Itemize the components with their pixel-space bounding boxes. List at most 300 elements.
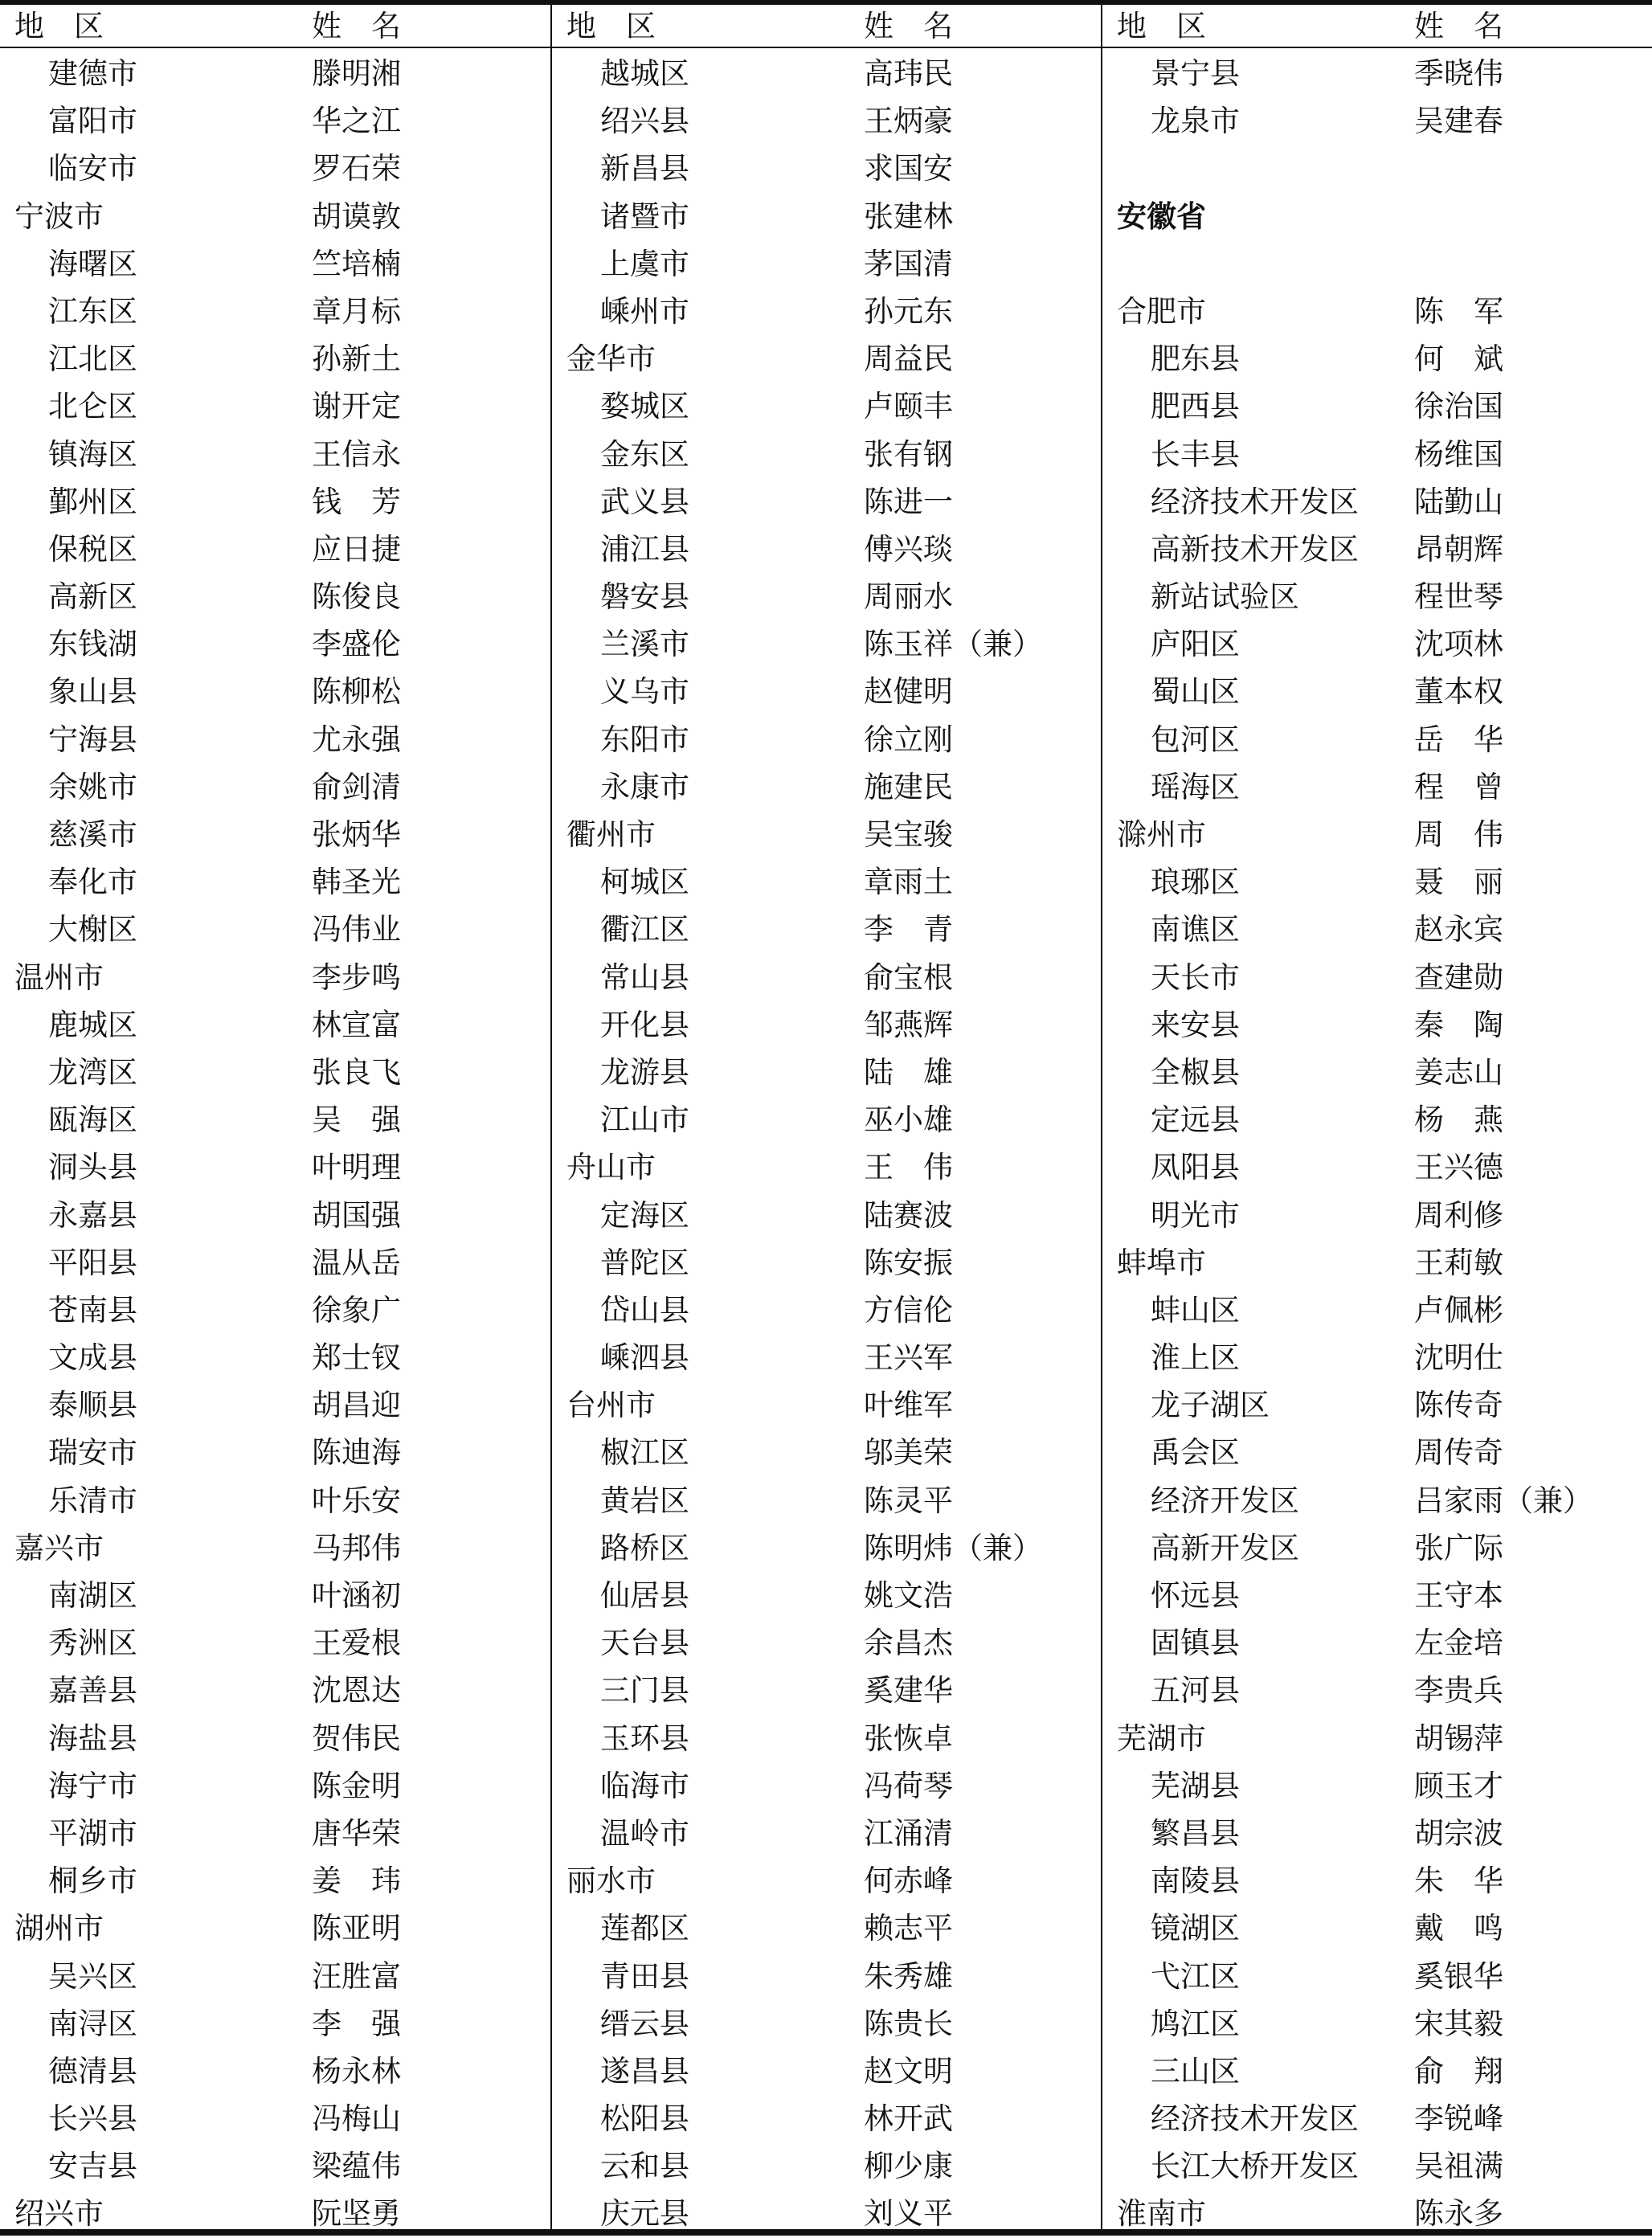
table-row: [1102, 1334, 1652, 1381]
name-cell: 俞剑清: [312, 769, 401, 804]
name-cell: 宋其毅: [1414, 2006, 1503, 2041]
name-cell: 李盛伦: [312, 627, 401, 662]
table-row: [552, 1001, 1102, 1049]
region-cell: 诸暨市: [600, 198, 689, 234]
region-cell: 新昌县: [600, 151, 689, 186]
table-row: [552, 526, 1102, 573]
name-cell: 程世琴: [1414, 579, 1503, 615]
table-row: [0, 383, 550, 430]
name-cell: 孙新土: [312, 342, 401, 377]
region-cell: 海盐县: [48, 1720, 137, 1756]
region-cell: 蜀山区: [1151, 674, 1240, 710]
table-row: [0, 858, 550, 906]
table-row: [1102, 1715, 1652, 1762]
region-cell: 保税区: [48, 531, 137, 567]
table-row: [552, 1715, 1102, 1762]
table-row: [0, 193, 550, 240]
table-row: [0, 906, 550, 953]
region-cell: 泰顺县: [48, 1388, 137, 1423]
name-cell: 戴 鸣: [1414, 1911, 1503, 1946]
region-cell: 开化县: [600, 1007, 689, 1042]
table-row: [1102, 573, 1652, 620]
name-cell: 张建林: [864, 198, 953, 234]
region-cell: 德清县: [48, 2053, 137, 2089]
name-cell: 周利修: [1414, 1197, 1503, 1233]
name-cell: 吕家雨（兼）: [1414, 1483, 1593, 1518]
region-cell: 嵊州市: [600, 293, 689, 329]
region-cell: 丽水市: [566, 1864, 656, 1899]
region-cell: 奉化市: [48, 865, 137, 900]
region-cell: 衢江区: [600, 912, 689, 947]
table-top-rule: [0, 0, 1652, 5]
region-cell: 温州市: [14, 959, 104, 995]
name-cell: 左金培: [1414, 1626, 1503, 1661]
region-cell: 柯城区: [600, 865, 689, 900]
region-cell: 包河区: [1151, 722, 1240, 757]
region-cell: 松阳县: [600, 2101, 689, 2137]
table-row: [1102, 335, 1652, 383]
name-cell: 赵文明: [864, 2053, 953, 2089]
table-row: [552, 383, 1102, 430]
table-row: [1102, 620, 1652, 668]
region-cell: 椒江区: [600, 1435, 689, 1471]
name-cell: 王信永: [312, 436, 401, 472]
name-cell: 陈玉祥（兼）: [864, 627, 1042, 662]
name-cell: 李锐峰: [1414, 2101, 1503, 2137]
table-row: [1102, 1477, 1652, 1524]
region-cell: 长江大桥开发区: [1151, 2149, 1359, 2184]
table-row: [1102, 1144, 1652, 1191]
table-row: [1102, 906, 1652, 953]
region-cell: 明光市: [1151, 1197, 1240, 1233]
name-cell: 胡宗波: [1414, 1815, 1503, 1851]
region-cell: 经济开发区: [1151, 1483, 1299, 1518]
table-row: [1102, 1762, 1652, 1810]
table-row: [552, 1381, 1102, 1429]
region-cell: 江北区: [48, 342, 137, 377]
region-cell: 禹会区: [1151, 1435, 1240, 1471]
table-row: [1102, 1619, 1652, 1667]
name-cell: 秦 陶: [1414, 1007, 1503, 1042]
name-cell: 求国安: [864, 151, 953, 186]
region-cell: 庐阳区: [1151, 627, 1240, 662]
table-row: [552, 145, 1102, 192]
region-cell: 南陵县: [1151, 1864, 1240, 1899]
region-cell: 文成县: [48, 1340, 137, 1376]
region-cell: 慈溪市: [48, 817, 137, 852]
header-region-label: 地 区: [1117, 9, 1206, 43]
name-cell: 赵健明: [864, 674, 953, 710]
table-row: [552, 1096, 1102, 1144]
region-cell: 仙居县: [600, 1578, 689, 1613]
table-row: [0, 763, 550, 811]
table-row: [552, 288, 1102, 335]
region-cell: 定海区: [600, 1197, 689, 1233]
name-cell: 柳少康: [864, 2149, 953, 2184]
name-cell: 聂 丽: [1414, 865, 1503, 900]
region-cell: 嘉兴市: [14, 1530, 104, 1565]
table-row: [0, 1049, 550, 1096]
name-cell: 钱 芳: [312, 484, 401, 519]
table-row: [0, 1715, 550, 1762]
table-row: [1102, 1287, 1652, 1334]
table-row: [1102, 1429, 1652, 1476]
name-cell: 章月标: [312, 293, 401, 329]
name-cell: 方信伦: [864, 1292, 953, 1328]
region-cell: 龙游县: [600, 1054, 689, 1090]
region-cell: 龙泉市: [1151, 104, 1240, 139]
region-cell: 路桥区: [600, 1530, 689, 1565]
name-cell: 陈安振: [864, 1245, 953, 1280]
region-cell: 衢州市: [566, 817, 656, 852]
region-cell: 鄞州区: [48, 484, 137, 519]
table-row: [1102, 2095, 1652, 2142]
table-row: [0, 954, 550, 1001]
region-cell: 高新技术开发区: [1151, 531, 1359, 567]
name-cell: 张良飞: [312, 1054, 401, 1090]
rows-column-1: [0, 50, 550, 2238]
region-cell: 三门县: [600, 1673, 689, 1708]
name-cell: 王爱根: [312, 1626, 401, 1661]
table-row: [552, 716, 1102, 763]
table-row: [552, 2048, 1102, 2095]
table-row: [552, 50, 1102, 97]
table-row: [1102, 1524, 1652, 1572]
name-cell: 章雨土: [864, 865, 953, 900]
table-row: [552, 431, 1102, 478]
header-region-label: 地 区: [14, 9, 104, 43]
name-cell: 姜志山: [1414, 1054, 1503, 1090]
name-cell: 邬美荣: [864, 1435, 953, 1471]
region-cell: 义乌市: [600, 674, 689, 710]
region-cell: 青田县: [600, 1958, 689, 1994]
region-cell: 瑞安市: [48, 1435, 137, 1471]
table-row: [1102, 2000, 1652, 2048]
name-cell: 余昌杰: [864, 1626, 953, 1661]
name-cell: 陈灵平: [864, 1483, 953, 1518]
region-cell: 宁波市: [14, 198, 104, 234]
name-cell: 李 强: [312, 2006, 401, 2041]
blank-row: [1102, 240, 1652, 288]
name-cell: 周 伟: [1414, 817, 1503, 852]
table-row: [552, 1287, 1102, 1334]
region-cell: 临海市: [600, 1768, 689, 1803]
table-row: [0, 716, 550, 763]
region-cell: 台州市: [566, 1388, 656, 1423]
name-cell: 陈 军: [1414, 293, 1503, 329]
table-row: [1102, 1905, 1652, 1952]
table-row: [0, 478, 550, 526]
name-cell: 王炳豪: [864, 104, 953, 139]
name-cell: 周丽水: [864, 579, 953, 615]
name-cell: 杨 燕: [1414, 1103, 1503, 1138]
table-row: [552, 763, 1102, 811]
table-row: [1102, 1953, 1652, 2000]
region-cell: 金东区: [600, 436, 689, 472]
region-cell: 嘉善县: [48, 1673, 137, 1708]
region-cell: 常山县: [600, 959, 689, 995]
table-row: [0, 1810, 550, 1857]
region-cell: 遂昌县: [600, 2053, 689, 2089]
table-row: [1102, 50, 1652, 97]
region-cell: 高新开发区: [1151, 1530, 1299, 1565]
name-cell: 应日捷: [312, 531, 401, 567]
table-row: [1102, 288, 1652, 335]
table-row: [0, 1524, 550, 1572]
table-row: [552, 193, 1102, 240]
table-row: [1102, 526, 1652, 573]
name-cell: 程 曾: [1414, 769, 1503, 804]
table-row: [0, 50, 550, 97]
region-cell: 兰溪市: [600, 627, 689, 662]
region-cell: 云和县: [600, 2149, 689, 2184]
region-cell: 固镇县: [1151, 1626, 1240, 1661]
table-row: [0, 335, 550, 383]
name-cell: 沈项林: [1414, 627, 1503, 662]
name-cell: 李贵兵: [1414, 1673, 1503, 1708]
name-cell: 王兴军: [864, 1340, 953, 1376]
region-cell: 黄岩区: [600, 1483, 689, 1518]
header-name-label: 姓 名: [864, 9, 953, 43]
table-row: [0, 1905, 550, 1952]
name-cell: 温从岳: [312, 1245, 401, 1280]
name-cell: 张有钢: [864, 436, 953, 472]
header-name-label: 姓 名: [312, 9, 401, 43]
name-cell: 胡锡萍: [1414, 1720, 1503, 1756]
table-row: [1102, 1239, 1652, 1287]
region-cell: 普陀区: [600, 1245, 689, 1280]
table-row: [1102, 954, 1652, 1001]
header-region-label: 地 区: [566, 9, 656, 43]
name-cell: 李 青: [864, 912, 953, 947]
name-cell: 查建勋: [1414, 959, 1503, 995]
region-cell: 来安县: [1151, 1007, 1240, 1042]
name-cell: 陆赛波: [864, 1197, 953, 1233]
table-row: [552, 1953, 1102, 2000]
name-cell: 韩圣光: [312, 865, 401, 900]
region-cell: 滁州市: [1117, 817, 1206, 852]
name-cell: 陆勤山: [1414, 484, 1503, 519]
name-cell: 施建民: [864, 769, 953, 804]
rows-column-2: [552, 50, 1102, 2238]
table-row: [0, 145, 550, 192]
province-heading: 安徽省: [1117, 198, 1206, 234]
table-row: [1102, 1810, 1652, 1857]
region-cell: 临安市: [48, 151, 137, 186]
table-row: [0, 1953, 550, 2000]
name-cell: 季晓伟: [1414, 56, 1503, 91]
region-cell: 北仑区: [48, 389, 137, 424]
name-cell: 冯梅山: [312, 2101, 401, 2137]
name-cell: 赵永宾: [1414, 912, 1503, 947]
name-cell: 谢开定: [312, 389, 401, 424]
name-cell: 吴祖满: [1414, 2149, 1503, 2184]
region-cell: 南谯区: [1151, 912, 1240, 947]
name-cell: 王 伟: [864, 1150, 953, 1185]
name-cell: 陆 雄: [864, 1054, 953, 1090]
name-cell: 陈永多: [1414, 2196, 1503, 2232]
name-cell: 陈柳松: [312, 674, 401, 710]
name-cell: 赖志平: [864, 1911, 953, 1946]
region-cell: 长丰县: [1151, 436, 1240, 472]
name-cell: 滕明湘: [312, 56, 401, 91]
table-row: [1102, 478, 1652, 526]
table-row: [1102, 1667, 1652, 1714]
region-cell: 经济技术开发区: [1151, 2101, 1359, 2137]
table-row: [1102, 1049, 1652, 1096]
table-row: [552, 620, 1102, 668]
region-cell: 新站试验区: [1151, 579, 1299, 615]
table-row: [552, 478, 1102, 526]
table-row: [552, 573, 1102, 620]
table-row: [0, 1857, 550, 1905]
table-row: [0, 2095, 550, 2142]
table-row: [0, 620, 550, 668]
name-cell: 杨维国: [1414, 436, 1503, 472]
region-cell: 三山区: [1151, 2053, 1240, 2089]
region-cell: 越城区: [600, 56, 689, 91]
table-row: [1102, 668, 1652, 715]
table-row: [0, 1287, 550, 1334]
name-cell: 姚文浩: [864, 1578, 953, 1613]
name-cell: 林宣富: [312, 1007, 401, 1042]
name-cell: 张炳华: [312, 817, 401, 852]
region-cell: 弋江区: [1151, 1958, 1240, 1994]
name-cell: 卢颐丰: [864, 389, 953, 424]
table-row: [552, 954, 1102, 1001]
name-cell: 周益民: [864, 342, 953, 377]
table-row: [0, 526, 550, 573]
table-row: [1102, 1381, 1652, 1429]
name-cell: 刘义平: [864, 2196, 953, 2232]
name-cell: 张恢卓: [864, 1720, 953, 1756]
table-row: [552, 1192, 1102, 1239]
table-row: [1102, 2048, 1652, 2095]
region-cell: 玉环县: [600, 1720, 689, 1756]
table-row: [0, 1192, 550, 1239]
region-cell: 武义县: [600, 484, 689, 519]
name-cell: 孙元东: [864, 293, 953, 329]
table-row: [1102, 383, 1652, 430]
region-cell: 淮上区: [1151, 1340, 1240, 1376]
name-cell: 胡谟敦: [312, 198, 401, 234]
table-row: [0, 97, 550, 145]
region-cell: 琅琊区: [1151, 865, 1240, 900]
table-row: [552, 1905, 1102, 1952]
name-cell: 华之江: [312, 104, 401, 139]
name-cell: 王兴德: [1414, 1150, 1503, 1185]
region-cell: 绍兴县: [600, 104, 689, 139]
table-row: [0, 1667, 550, 1714]
table-row: [552, 2190, 1102, 2237]
name-cell: 李步鸣: [312, 959, 401, 995]
table-row: [0, 2190, 550, 2237]
region-cell: 磐安县: [600, 579, 689, 615]
region-cell: 肥西县: [1151, 389, 1240, 424]
name-cell: 高玮民: [864, 56, 953, 91]
table-row: [552, 1810, 1102, 1857]
region-cell: 舟山市: [566, 1150, 656, 1185]
table-row: [0, 573, 550, 620]
name-cell: 吴 强: [312, 1103, 401, 1138]
name-cell: 俞 翔: [1414, 2053, 1503, 2089]
name-cell: 张广际: [1414, 1530, 1503, 1565]
name-cell: 何赤峰: [864, 1864, 953, 1899]
name-cell: 朱秀雄: [864, 1958, 953, 1994]
table-row: [0, 2048, 550, 2095]
region-cell: 怀远县: [1151, 1578, 1240, 1613]
name-cell: 叶乐安: [312, 1483, 401, 1518]
region-cell: 镇海区: [48, 436, 137, 472]
name-cell: 岳 华: [1414, 722, 1503, 757]
name-cell: 陈俊良: [312, 579, 401, 615]
table-row: [552, 1762, 1102, 1810]
name-cell: 叶明理: [312, 1150, 401, 1185]
region-cell: 金华市: [566, 342, 656, 377]
region-cell: 建德市: [48, 56, 137, 91]
table-row: [552, 1429, 1102, 1476]
region-cell: 婺城区: [600, 389, 689, 424]
header-rule: [0, 47, 1652, 48]
region-cell: 苍南县: [48, 1292, 137, 1328]
name-cell: 陈传奇: [1414, 1388, 1503, 1423]
table-row: [0, 1239, 550, 1287]
name-cell: 罗石荣: [312, 151, 401, 186]
table-row: [1102, 1001, 1652, 1049]
name-cell: 冯伟业: [312, 912, 401, 947]
table-row: [552, 97, 1102, 145]
name-cell: 徐象广: [312, 1292, 401, 1328]
region-cell: 嵊泗县: [600, 1340, 689, 1376]
region-cell: 龙湾区: [48, 1054, 137, 1090]
table-row: [0, 1477, 550, 1524]
name-cell: 茅国清: [864, 246, 953, 281]
region-cell: 大榭区: [48, 912, 137, 947]
region-cell: 瑶海区: [1151, 769, 1240, 804]
table-row: [0, 1381, 550, 1429]
region-cell: 凤阳县: [1151, 1150, 1240, 1185]
region-cell: 长兴县: [48, 2101, 137, 2137]
region-cell: 庆元县: [600, 2196, 689, 2232]
name-cell: 沈明仕: [1414, 1340, 1503, 1376]
name-cell: 梁蕴伟: [312, 2149, 401, 2184]
table-row: [1102, 763, 1652, 811]
region-cell: 乐清市: [48, 1483, 137, 1518]
region-cell: 东钱湖: [48, 627, 137, 662]
region-cell: 岱山县: [600, 1292, 689, 1328]
region-cell: 绍兴市: [14, 2196, 104, 2232]
table-row: [552, 1144, 1102, 1191]
region-cell: 高新区: [48, 579, 137, 615]
name-cell: 胡国强: [312, 1197, 401, 1233]
name-cell: 朱 华: [1414, 1864, 1503, 1899]
table-row: [1102, 858, 1652, 906]
name-cell: 唐华荣: [312, 1815, 401, 1851]
table-row: [552, 1857, 1102, 1905]
name-cell: 陈迪海: [312, 1435, 401, 1471]
region-cell: 缙云县: [600, 2006, 689, 2041]
table-row: [0, 1144, 550, 1191]
table-row: [552, 1477, 1102, 1524]
name-cell: 王守本: [1414, 1578, 1503, 1613]
table-row: [0, 288, 550, 335]
table-row: [552, 2000, 1102, 2048]
table-row: [552, 240, 1102, 288]
region-cell: 秀洲区: [48, 1626, 137, 1661]
rows-column-3: [1102, 50, 1652, 2238]
name-cell: 汪胜富: [312, 1958, 401, 1994]
name-cell: 江涌清: [864, 1815, 953, 1851]
